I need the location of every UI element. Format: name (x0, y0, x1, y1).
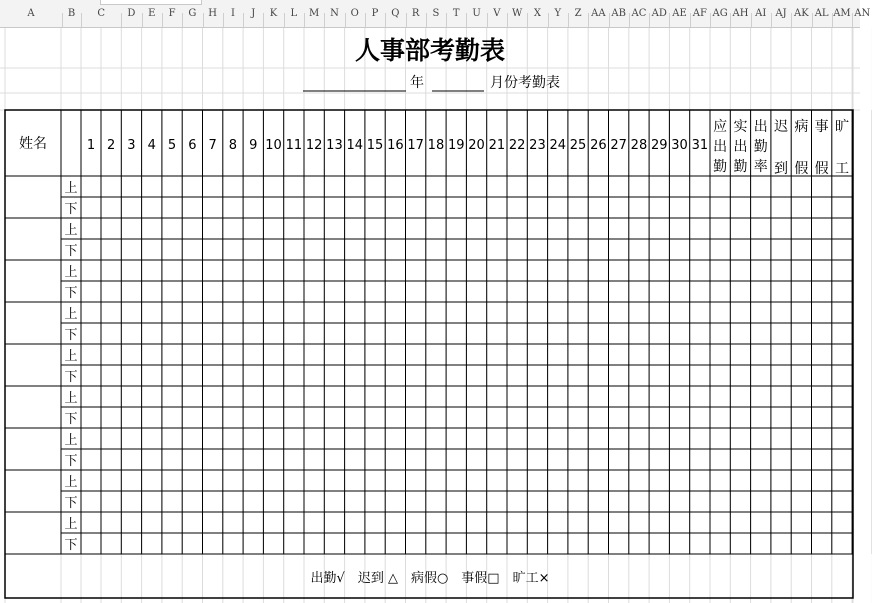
day-header: 25 (569, 138, 587, 153)
pm-label: 下 (64, 496, 78, 511)
column-header-i[interactable]: I (230, 8, 235, 19)
background-gridlines (0, 28, 872, 603)
day-header: 3 (127, 138, 136, 153)
am-label: 上 (64, 517, 78, 532)
day-header: 30 (671, 138, 688, 153)
column-header-o[interactable]: O (350, 8, 359, 19)
day-header: 15 (366, 138, 384, 153)
summary-header-char: 出 (713, 139, 728, 155)
column-header-f[interactable]: F (168, 8, 176, 19)
summary-header-char: 到 (774, 161, 789, 177)
column-header-g[interactable]: G (188, 8, 197, 19)
day-header: 27 (610, 138, 627, 153)
day-header: 6 (188, 138, 197, 153)
column-header-r[interactable]: R (411, 8, 420, 19)
day-header: 21 (488, 138, 506, 153)
table-border (5, 110, 853, 598)
legend-text: 出勤√ 迟到 △ 病假○ 事假□ 旷工× (310, 571, 550, 586)
subtitle-year-label: 年 (410, 75, 424, 91)
column-header-l[interactable]: L (290, 8, 298, 19)
day-header: 10 (265, 138, 282, 153)
summary-header-char: 率 (753, 159, 768, 175)
pm-label: 下 (64, 538, 78, 553)
column-header-af[interactable]: AF (692, 8, 707, 19)
summary-header-char: 勤 (733, 159, 748, 175)
summary-header-char: 出 (733, 139, 748, 155)
day-header: 26 (590, 138, 607, 153)
pm-label: 下 (64, 328, 78, 343)
summary-header-char: 迟 (774, 119, 789, 135)
column-header-y[interactable]: Y (554, 8, 562, 19)
column-header-ad[interactable]: AD (651, 8, 667, 19)
column-header-a[interactable]: A (27, 8, 35, 19)
summary-header-char: 工 (834, 161, 849, 177)
summary-header-char: 实 (733, 119, 748, 135)
column-header-ae[interactable]: AE (672, 8, 687, 19)
am-label: 上 (64, 265, 78, 280)
day-header: 5 (167, 138, 177, 153)
day-header: 16 (387, 138, 404, 153)
day-header: 9 (249, 138, 258, 153)
column-header-an[interactable]: AN (854, 8, 871, 19)
am-label: 上 (64, 181, 78, 196)
column-header-ah[interactable]: AH (732, 8, 749, 19)
am-label: 上 (64, 307, 78, 322)
column-header-x[interactable]: X (533, 8, 541, 19)
pm-label: 下 (64, 370, 78, 385)
day-header: 28 (630, 138, 648, 153)
am-label: 上 (64, 223, 78, 238)
column-header-aa[interactable]: AA (591, 8, 606, 19)
column-header-b[interactable]: B (67, 8, 76, 19)
column-header-h[interactable]: H (208, 8, 218, 19)
day-header: 29 (650, 138, 668, 153)
day-header: 1 (86, 138, 96, 153)
column-header-t[interactable]: T (452, 8, 460, 19)
day-header: 14 (346, 138, 364, 153)
name-header: 姓名 (19, 136, 47, 152)
column-header-s[interactable]: S (432, 8, 440, 19)
day-header: 18 (427, 138, 445, 153)
column-header-p[interactable]: P (371, 8, 379, 19)
am-label: 上 (64, 433, 78, 448)
pm-label: 下 (64, 454, 78, 469)
column-header-al[interactable]: AL (814, 8, 829, 19)
column-header-ac[interactable]: AC (631, 8, 647, 19)
column-header-aj[interactable]: AJ (775, 8, 787, 19)
column-header-m[interactable]: M (309, 8, 320, 19)
column-header-z[interactable]: Z (574, 8, 582, 19)
column-header-q[interactable]: Q (391, 8, 400, 19)
day-header: 13 (326, 138, 343, 153)
summary-header-char: 假 (794, 161, 809, 177)
am-label: 上 (64, 349, 78, 364)
column-header-ak[interactable]: AK (793, 8, 809, 19)
day-header: 23 (529, 138, 546, 153)
pm-label: 下 (64, 412, 78, 427)
summary-header-char: 勤 (713, 159, 728, 175)
column-header-c[interactable]: C (97, 8, 105, 19)
day-header: 2 (107, 138, 116, 153)
summary-header-char: 病 (794, 119, 809, 135)
day-header: 22 (508, 138, 526, 153)
column-header-d[interactable]: D (127, 8, 136, 19)
column-header-ag[interactable]: AG (712, 8, 728, 19)
pm-label: 下 (64, 286, 78, 301)
column-header-e[interactable]: E (148, 8, 156, 19)
column-header-u[interactable]: U (472, 8, 481, 19)
day-header: 4 (147, 138, 156, 153)
column-header-n[interactable]: N (330, 8, 339, 19)
day-header: 17 (407, 138, 424, 153)
pm-label: 下 (64, 244, 78, 259)
day-header: 19 (447, 138, 465, 153)
summary-header-char: 出 (753, 119, 768, 135)
form-title: 人事部考勤表 (354, 36, 506, 65)
summary-header-char: 事 (814, 119, 829, 135)
day-header: 8 (228, 138, 238, 153)
day-header: 12 (305, 138, 323, 153)
column-header-v[interactable]: V (493, 8, 501, 19)
summary-header-char: 旷 (834, 119, 849, 135)
am-label: 上 (64, 475, 78, 490)
day-header: 20 (468, 138, 485, 153)
am-label: 上 (64, 391, 78, 406)
column-header-ab[interactable]: AB (611, 8, 626, 19)
subtitle-month-label: 月份考勤表 (490, 75, 560, 91)
summary-header-char: 勤 (753, 139, 768, 155)
column-header-ai[interactable]: AI (755, 8, 767, 19)
column-header-j[interactable]: J (251, 8, 256, 19)
day-header: 11 (285, 138, 303, 153)
day-header: 7 (208, 138, 217, 153)
day-header: 31 (691, 138, 709, 153)
summary-header-char: 假 (814, 161, 829, 177)
summary-header-char: 应 (713, 119, 728, 135)
column-header-am[interactable]: AM (833, 8, 851, 19)
column-header-k[interactable]: K (269, 8, 278, 19)
column-header-w[interactable]: W (512, 8, 523, 19)
pm-label: 下 (64, 202, 78, 217)
day-header: 24 (549, 138, 567, 153)
